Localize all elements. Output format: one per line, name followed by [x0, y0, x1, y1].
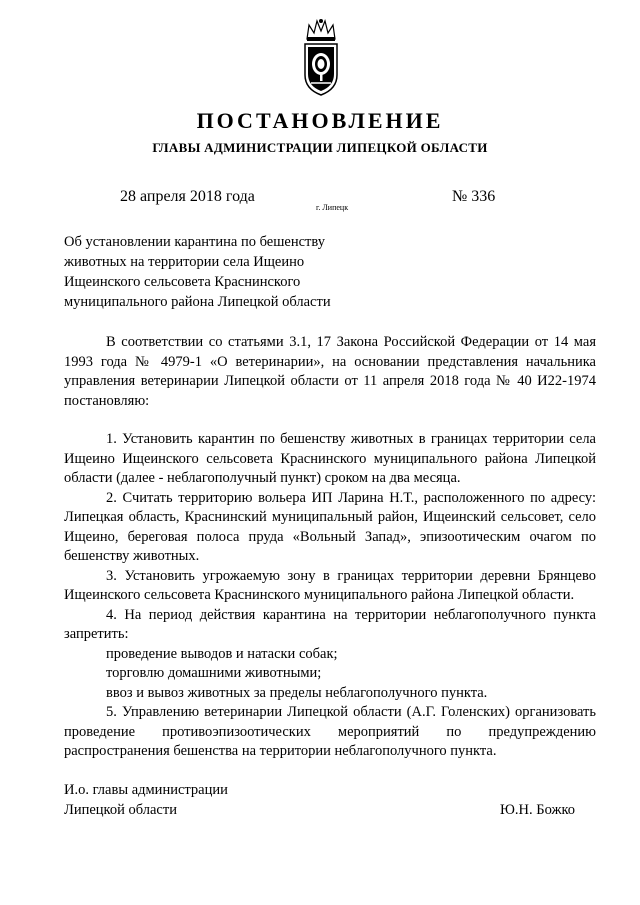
coat-of-arms-icon	[299, 17, 343, 99]
subject-line: муниципального района Липецкой области	[64, 294, 331, 310]
document-city: г. Липецк	[316, 203, 349, 212]
item-3-paragraph: 3. Установить угрожаемую зону в границах территории деревни Брянцево Ищеинского сельсовета Краснинского муниципального района Липецкой области.	[64, 567, 596, 603]
document-date: 28 апреля 2018 года	[120, 188, 255, 205]
item-4-subitem: торговлю домашними животными;	[106, 665, 322, 681]
item-4-subitem: ввоз и вывоз животных за пределы неблагополучного пункта.	[106, 684, 488, 701]
document-body	[64, 333, 596, 762]
signatory-position-line: Липецкой области	[64, 802, 177, 818]
subject-line: Ищеинского сельсовета Краснинского	[64, 274, 301, 290]
subject-line: животных на территории села Ищеино	[64, 254, 305, 270]
item-4-paragraph: 4. На период действия карантина на территории неблагополучного пункта запретить:	[64, 606, 596, 642]
preamble-paragraph: В соответствии со статьями 3.1, 17 Закона Российской Федерации от 14 мая 1993 года № 4979-1 «О ветеринарии», на основании представления начальника управления ветеринарии Липецкой области от 11 апреля 2018 года № 40 И22-1974 постановляю:	[64, 334, 596, 409]
document-number: № 336	[452, 188, 496, 205]
document-subtitle: ГЛАВЫ АДМИНИСТРАЦИИ ЛИПЕЦКОЙ ОБЛАСТИ	[152, 140, 488, 155]
signatory-position-line: И.о. главы администрации	[64, 782, 228, 798]
item-2-paragraph: 2. Считать территорию вольера ИП Ларина Н.Т., расположенного по адресу: Липецкая область, Краснинский муниципальный район, Ищеинский сельсовет, село Ищеино, береговая полоса пруда «Вольный Запад», эпизоотическим очагом по бешенству животных.	[64, 489, 596, 564]
item-5-paragraph: 5. Управлению ветеринарии Липецкой области (А.Г. Голенских) организовать проведение противоэпизоотических мероприятий по предупреждению распространения бешенства на территории неблагополучного пункта.	[64, 704, 596, 759]
item-4-subitem: проведение выводов и натаски собак;	[106, 645, 338, 662]
subject-line: Об установлении карантина по бешенству	[64, 234, 325, 250]
item-1-paragraph: 1. Установить карантин по бешенству животных в границах территории села Ищеино Ищеинского сельсовета Краснинского муниципального района Липецкой области (далее - неблагополучный пункт) сроком на два месяца.	[64, 431, 596, 486]
document-subject	[64, 232, 354, 312]
signatory-name: Ю.Н. Божко	[500, 802, 576, 818]
signatory-position	[64, 780, 228, 820]
document-title: ПОСТАНОВЛЕНИЕ	[196, 108, 444, 133]
